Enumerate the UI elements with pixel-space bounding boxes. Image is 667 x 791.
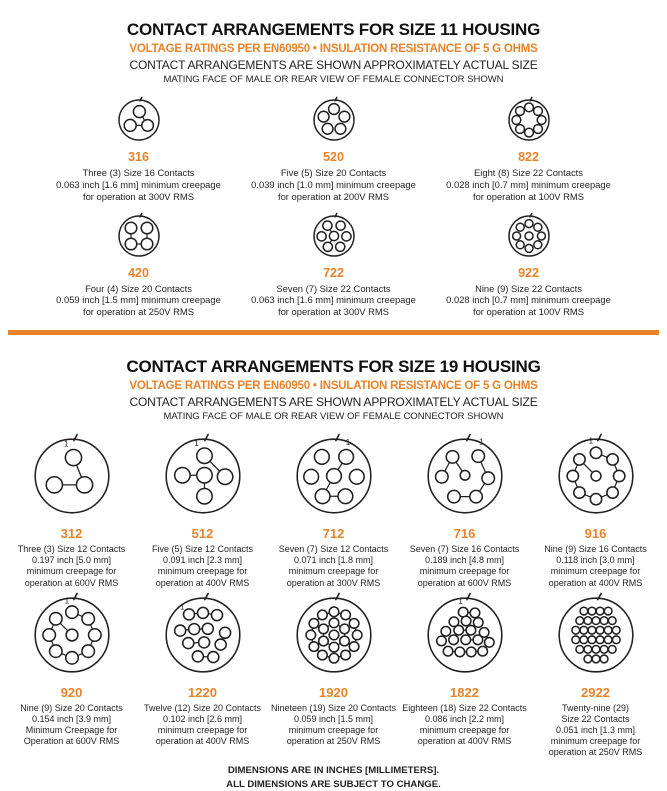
arrangement-description-line: Eighteen (18) Size 22 Contacts — [402, 703, 527, 714]
arrangement-420 — [41, 211, 236, 319]
arrangement-description — [402, 703, 527, 748]
svg-text:1 — [64, 596, 69, 605]
size11-arrangement-grid — [0, 95, 667, 318]
section-divider — [8, 330, 659, 335]
arrangement-description-line: 0.118 inch [3.0 mm] — [544, 555, 647, 566]
connector-diagram-716 — [419, 430, 511, 522]
arrangement-description-line: Nineteen (19) Size 20 Contacts — [271, 703, 396, 714]
arrangement-description — [446, 167, 611, 203]
arrangement-description — [18, 544, 126, 589]
connector-diagram-1920 — [288, 589, 380, 681]
connector-diagram-316 — [114, 95, 164, 145]
arrangement-description-line: minimum creepage for — [402, 725, 527, 736]
arrangement-722 — [236, 211, 431, 319]
arrangement-description-line: for operation at 100V RMS — [446, 191, 611, 203]
svg-text:1 — [478, 437, 483, 446]
size19-note-mating-face: MATING FACE OF MALE OR REAR VIEW OF FEMALE CONNECTOR SHOWN — [0, 411, 667, 422]
arrangement-code-420: 420 — [128, 266, 149, 280]
arrangement-description-line: Twenty-nine (29) — [549, 703, 643, 714]
arrangement-922 — [431, 211, 626, 319]
arrangement-description — [446, 283, 611, 319]
arrangement-code-920: 920 — [61, 685, 83, 700]
arrangement-description-line: 0.086 inch [2.2 mm] — [402, 714, 527, 725]
arrangement-description — [251, 167, 416, 203]
arrangement-description-line: operation at 250V RMS — [549, 747, 643, 758]
arrangement-description-line: for operation at 200V RMS — [251, 191, 416, 203]
arrangement-description-line: 0.091 inch [2.3 mm] — [152, 555, 253, 566]
arrangement-1920 — [268, 589, 399, 759]
arrangement-description-line: minimum creepage for — [152, 566, 253, 577]
footer-line-1: DIMENSIONS ARE IN INCHES [MILLIMETERS]. — [0, 764, 667, 777]
arrangement-description — [56, 283, 221, 319]
arrangement-description-line: Three (3) Size 12 Contacts — [18, 544, 126, 555]
arrangement-description-line: Twelve (12) Size 20 Contacts — [144, 703, 261, 714]
arrangement-description-line: Five (5) Size 20 Contacts — [251, 167, 416, 179]
connector-diagram-512 — [157, 430, 249, 522]
connector-diagram-312 — [26, 430, 118, 522]
arrangement-2922 — [530, 589, 661, 759]
page-footer — [0, 764, 667, 791]
footer-line-2: ALL DIMENSIONS ARE SUBJECT TO CHANGE. — [0, 778, 667, 791]
arrangement-description-line: Size 22 Contacts — [549, 714, 643, 725]
connector-diagram-712 — [288, 430, 380, 522]
arrangement-description-line: operation at 400V RMS — [144, 736, 261, 747]
arrangement-description-line: minimum creepage for — [410, 566, 520, 577]
arrangement-312 — [6, 430, 137, 589]
svg-text:1 — [194, 439, 199, 448]
arrangement-description — [549, 703, 643, 759]
connector-diagram-822 — [504, 95, 554, 145]
arrangement-description — [152, 544, 253, 589]
arrangement-description-line: operation at 400V RMS — [544, 578, 647, 589]
arrangement-description-line: 0.102 inch [2.6 mm] — [144, 714, 261, 725]
arrangement-description-line: minimum creepage for — [279, 566, 389, 577]
arrangement-716 — [399, 430, 530, 589]
arrangement-description-line: Seven (7) Size 12 Contacts — [279, 544, 389, 555]
connector-diagram-520 — [309, 95, 359, 145]
arrangement-code-2922: 2922 — [581, 685, 610, 700]
arrangement-description-line: for operation at 250V RMS — [56, 306, 221, 318]
arrangement-description-line: 0.071 inch [1.8 mm] — [279, 555, 389, 566]
arrangement-description-line: operation at 300V RMS — [279, 578, 389, 589]
connector-diagram-420 — [114, 211, 164, 261]
arrangement-description-line: Minimum Creepage for — [20, 725, 123, 736]
arrangement-description-line: Five (5) Size 12 Contacts — [152, 544, 253, 555]
arrangement-description-line: 0.059 inch [1.5 mm] minimum creepage — [56, 294, 221, 306]
arrangement-description-line: minimum creepage for — [544, 566, 647, 577]
arrangement-712 — [268, 430, 399, 589]
arrangement-512 — [137, 430, 268, 589]
size19-title: CONTACT ARRANGEMENTS FOR SIZE 19 HOUSING — [0, 357, 667, 377]
arrangement-description-line: operation at 400V RMS — [402, 736, 527, 747]
arrangement-code-512: 512 — [192, 526, 214, 541]
size11-section — [0, 20, 667, 318]
arrangement-520 — [236, 95, 431, 203]
arrangement-description — [544, 544, 647, 589]
arrangement-description-line: 0.197 inch [5.0 mm] — [18, 555, 126, 566]
arrangement-description-line: 0.028 inch [0.7 mm] minimum creepage — [446, 294, 611, 306]
arrangement-code-712: 712 — [323, 526, 345, 541]
arrangement-description-line: for operation at 100V RMS — [446, 306, 611, 318]
arrangement-description-line: minimum creepage for — [271, 725, 396, 736]
arrangement-description — [410, 544, 520, 589]
arrangement-822 — [431, 95, 626, 203]
arrangement-description-line: minimum creepage for — [549, 736, 643, 747]
arrangement-920 — [6, 589, 137, 759]
size19-arrangement-grid — [0, 430, 667, 758]
arrangement-description — [279, 544, 389, 589]
size11-subtitle: VOLTAGE RATINGS PER EN60950 • INSULATION RESISTANCE OF 5 G OHMS — [0, 43, 667, 55]
arrangement-316 — [41, 95, 236, 203]
arrangement-description-line: Nine (9) Size 20 Contacts — [20, 703, 123, 714]
svg-text:1 — [63, 440, 68, 449]
size19-section — [0, 357, 667, 758]
arrangement-code-922: 922 — [518, 266, 539, 280]
arrangement-code-312: 312 — [61, 526, 83, 541]
arrangement-description — [251, 283, 416, 319]
arrangement-1220 — [137, 589, 268, 759]
arrangement-code-1822: 1822 — [450, 685, 479, 700]
arrangement-description — [144, 703, 261, 748]
arrangement-code-916: 916 — [585, 526, 607, 541]
connector-diagram-1220 — [157, 589, 249, 681]
arrangement-code-822: 822 — [518, 150, 539, 164]
arrangement-description-line: 0.051 inch [1.3 mm] — [549, 725, 643, 736]
arrangement-description-line: 0.063 inch [1.6 mm] minimum creepage — [251, 294, 416, 306]
connector-diagram-2922 — [550, 589, 642, 681]
size19-subtitle: VOLTAGE RATINGS PER EN60950 • INSULATION RESISTANCE OF 5 G OHMS — [0, 380, 667, 392]
arrangement-description-line: operation at 400V RMS — [152, 578, 253, 589]
svg-text:1 — [180, 602, 185, 611]
arrangement-description-line: Nine (9) Size 16 Contacts — [544, 544, 647, 555]
arrangement-description-line: 0.028 inch [0.7 mm] minimum creepage — [446, 179, 611, 191]
arrangement-description-line: Four (4) Size 20 Contacts — [56, 283, 221, 295]
arrangement-description-line: minimum creepage for — [144, 725, 261, 736]
arrangement-description-line: Seven (7) Size 16 Contacts — [410, 544, 520, 555]
svg-text:1 — [458, 597, 463, 606]
arrangement-description — [271, 703, 396, 748]
arrangement-code-1220: 1220 — [188, 685, 217, 700]
arrangement-code-1920: 1920 — [319, 685, 348, 700]
arrangement-description-line: 0.063 inch [1.6 mm] minimum creepage — [56, 179, 221, 191]
arrangement-description — [20, 703, 123, 748]
connector-diagram-916 — [550, 430, 642, 522]
arrangement-description-line: 0.154 inch [3.9 mm] — [20, 714, 123, 725]
arrangement-916 — [530, 430, 661, 589]
arrangement-description-line: 0.059 inch [1.5 mm] — [271, 714, 396, 725]
arrangement-description-line: minimum creepage for — [18, 566, 126, 577]
arrangement-description-line: Nine (9) Size 22 Contacts — [446, 283, 611, 295]
connector-diagram-722 — [309, 211, 359, 261]
arrangement-description-line: Operation at 600V RMS — [20, 736, 123, 747]
arrangement-description — [56, 167, 221, 203]
arrangement-description-line: operation at 600V RMS — [410, 578, 520, 589]
arrangement-description-line: for operation at 300V RMS — [56, 191, 221, 203]
connector-diagram-922 — [504, 211, 554, 261]
size11-note-mating-face: MATING FACE OF MALE OR REAR VIEW OF FEMALE CONNECTOR SHOWN — [0, 74, 667, 85]
size11-note-actual-size: CONTACT ARRANGEMENTS ARE SHOWN APPROXIMATELY ACTUAL SIZE — [0, 58, 667, 72]
arrangement-code-316: 316 — [128, 150, 149, 164]
arrangement-description-line: Eight (8) Size 22 Contacts — [446, 167, 611, 179]
arrangement-description-line: 0.189 inch [4.8 mm] — [410, 555, 520, 566]
arrangement-description-line: for operation at 300V RMS — [251, 306, 416, 318]
arrangement-description-line: Seven (7) Size 22 Contacts — [251, 283, 416, 295]
arrangement-description-line: 0.039 inch [1.0 mm] minimum creepage — [251, 179, 416, 191]
size11-title: CONTACT ARRANGEMENTS FOR SIZE 11 HOUSING — [0, 20, 667, 40]
connector-diagram-1822 — [419, 589, 511, 681]
svg-text:1 — [588, 437, 593, 446]
arrangement-description-line: Three (3) Size 16 Contacts — [56, 167, 221, 179]
arrangement-1822 — [399, 589, 530, 759]
svg-text:1 — [345, 438, 350, 447]
arrangement-code-520: 520 — [323, 150, 344, 164]
arrangement-code-722: 722 — [323, 266, 344, 280]
connector-diagram-920 — [26, 589, 118, 681]
arrangement-description-line: operation at 600V RMS — [18, 578, 126, 589]
size19-note-actual-size: CONTACT ARRANGEMENTS ARE SHOWN APPROXIMATELY ACTUAL SIZE — [0, 395, 667, 409]
arrangement-code-716: 716 — [454, 526, 476, 541]
arrangement-description-line: operation at 250V RMS — [271, 736, 396, 747]
